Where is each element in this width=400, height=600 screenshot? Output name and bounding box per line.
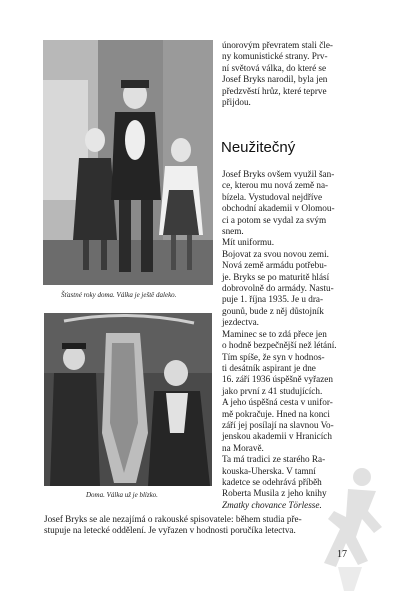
stylized-figure-watermark-icon: [318, 467, 386, 595]
text-line: jezdectva.: [222, 317, 259, 328]
text-line: Josef Bryks se ale nezajímá o rakouské spisovatele: během studia pře-: [44, 514, 302, 524]
text-line: puje 1. října 1935. Je u dra-: [222, 294, 324, 305]
text-line: Ta má tradici ze starého Ra-: [222, 454, 326, 465]
text-line: dobrovolně do armády. Nastu-: [222, 283, 334, 294]
text-line: ti desátník aspirant je dne: [222, 362, 316, 373]
family-photo: [43, 40, 213, 285]
text-line: únorovým převratem stali čle-: [222, 40, 333, 50]
page-number: 17: [337, 549, 347, 560]
text-line: Zmatky chovance Törlesse.: [222, 499, 322, 510]
text-line: stupuje na letecké oddělení. Je vyřazen v hodnosti poručíka letectva.: [44, 525, 296, 536]
text-line: Tím spíše, že syn v hodnos-: [222, 351, 325, 362]
section-heading: Neužitečný: [221, 139, 296, 156]
text-block-top: [222, 40, 362, 108]
text-line: obchodní akademii v Olomou-: [222, 203, 335, 214]
text-line: Josef Bryks narodil, byla jen: [222, 74, 328, 85]
text-line: o hodně bezpečnější než létání.: [222, 340, 337, 351]
text-line: na Moravě.: [222, 442, 264, 453]
text-block-main: [222, 169, 362, 511]
text-block-bottom: [44, 514, 302, 537]
text-line: snem.: [222, 226, 244, 237]
text-line: bízela. Vystudoval nejdříve: [222, 191, 323, 202]
text-line: A jeho úspěšná cesta v unifor-: [222, 397, 333, 408]
text-line: přijdou.: [222, 97, 251, 108]
text-line: je. Bryks se po maturitě hlásí: [222, 271, 330, 282]
photo-caption-2: Doma. Válka už je blízko.: [86, 491, 158, 499]
photo-caption-1: Šťastné roky doma. Válka je ještě daleko.: [61, 291, 177, 299]
text-line: září jej posílají na slavnou Vo-: [222, 419, 334, 430]
text-line: Nová země armádu potřebu-: [222, 260, 327, 271]
text-line: 16. září 1936 úspěšně vyřazen: [222, 374, 333, 385]
text-line: Bojovat za svou novou zemi.: [222, 248, 329, 259]
text-line: ce, kterou mu nová země na-: [222, 180, 329, 191]
text-line: kouska-Uherska. V tamní: [222, 465, 316, 476]
text-line: mě pokračuje. Hned na konci: [222, 408, 330, 419]
text-line: kadetce se odehrává příběh: [222, 476, 322, 487]
text-line: předzvěstí hrůz, které teprve: [222, 85, 327, 96]
text-line: Maminec se to zdá přece jen: [222, 328, 327, 339]
text-line: ny komunistické strany. Prv-: [222, 51, 328, 62]
text-line: gounů, bude z něj důstojník: [222, 305, 324, 316]
butchering-photo: [44, 313, 212, 486]
text-line: ní světová válka, do které se: [222, 62, 327, 73]
text-line: Mít uniformu.: [222, 237, 275, 248]
text-line: Roberta Musila z jeho knihy: [222, 488, 327, 499]
text-line: jako první z 41 studujících.: [222, 385, 323, 396]
text-line: jenskou akademii v Hranicích: [222, 431, 332, 442]
text-line: ci a potom se vydal za svým: [222, 214, 327, 225]
text-line: Josef Bryks ovšem využil šan-: [222, 169, 335, 179]
